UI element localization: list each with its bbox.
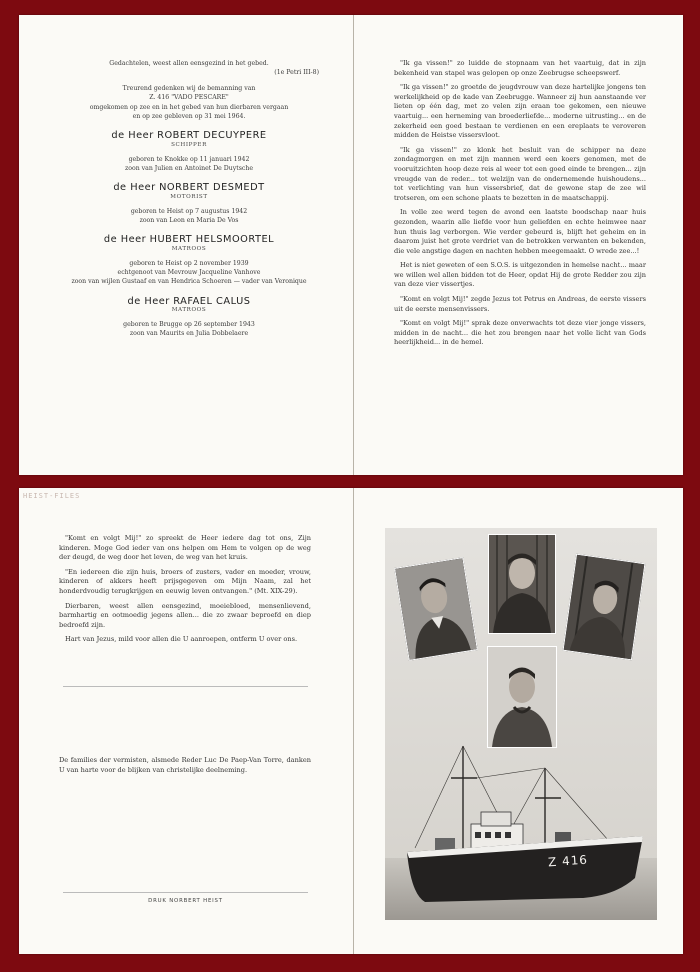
crew-parents: zoon van Maurits en Julia Dobbelaere bbox=[129, 330, 249, 338]
crew-birth: geboren te Heist op 2 november 1939 bbox=[129, 259, 249, 267]
text-paragraph: "Ik ga vissen!" zo luidde de stopnaam van het vaartuig, dat in zijn bekenheid van stapel was gelopen op onze Zeebrugse scheepswerf. bbox=[394, 59, 646, 77]
crew-birth: geboren te Brugge op 26 september 1943 bbox=[123, 321, 255, 329]
crew-title: de Heer bbox=[103, 234, 147, 246]
crew-member-1 bbox=[59, 131, 319, 173]
crew-role: MATROOS bbox=[171, 307, 207, 314]
intro-line-1: Treurend gedenken wij de bemanning van bbox=[122, 84, 256, 92]
crew-spouse: echtgenoot van Mevrouw Jacqueline Vanhove bbox=[117, 269, 261, 277]
watermark: HEIST-FILES bbox=[23, 492, 81, 500]
text-paragraph: Hart van Jezus, mild voor allen die U aanroepen, ontferm U over ons. bbox=[65, 635, 298, 644]
portrait-icon bbox=[564, 555, 645, 660]
crew-birth: geboren te Knokke op 11 januari 1942 bbox=[128, 155, 250, 163]
top-right-page bbox=[394, 59, 646, 353]
text-paragraph: "Ik ga vissen!" zo klonk het besluit van de schipper na deze zondagmorgen en met zijn mannen werd een koers genomen, met de vooruitzichten hoop deze reis al weer tot een goed einde te brengen... zijn vreugde van de reder... tot welzijn van de ondernemende huishoudens... tot verlichting van hun vissersbrief, dat de gewone stap de zee wil trotseren, om een schone plaats te bezetten in de maatschappij. bbox=[394, 145, 646, 202]
trawler-photo bbox=[385, 728, 657, 920]
crew-name: HUBERT HELSMOORTEL bbox=[149, 234, 275, 246]
closing-note bbox=[59, 756, 311, 780]
text-paragraph: In volle zee werd tegen de avond een laatste boodschap naar huis gezonden, waarin alle liefde voor hun geliefden en echte heimwee naar hun thuis lag verborgen. Wie verder gebeurd is, blijft het geheim en in daarom juist het grote verdriet van de betrokken verwanten en bekenden, die vele angstige dagen en nachten hebben meegemaakt. O wrede zee...! bbox=[394, 208, 646, 255]
crew-role: MOTORIST bbox=[170, 194, 208, 201]
crew-member-4 bbox=[59, 297, 319, 339]
crew-member-2 bbox=[59, 183, 319, 225]
closing-paragraph: De families der vermisten, alsmede Reder Luc De Paep-Van Torre, danken U van harte voor de blijken van christelijke deelneming. bbox=[59, 756, 311, 774]
intro-line-2: Z. 416 "VADO PESCARE" bbox=[149, 94, 229, 102]
text-paragraph: "Ik ga vissen!" zo groetde de jeugdvrouw van deze hartelijke jongens ten werkelijkheid op de kade van Zeebrugge. Wanneer zij hun aanstaande ver lieten op één dag, met zo velen zijn eraan toe gekomen, een nieuwe vaartuig... een herneming van broederliefde... moderne uitrusting... en de zekerheid een goed bestaan te verdienen en een ereplaats te veroveren midden de Heistse vissersvloot. bbox=[394, 83, 646, 140]
intro-line-3: omgekomen op zee en in het gebed van hun dierbaren vergaan bbox=[89, 103, 289, 111]
crew-parents: zoon van Julien en Antoinet De Duytsche bbox=[125, 165, 253, 173]
crew-role: SCHIPPER bbox=[171, 142, 207, 149]
opening-quote: Gedachtelen, weest allen eensgezind in het gebed. bbox=[109, 60, 269, 67]
divider bbox=[63, 686, 308, 687]
trawler-icon bbox=[385, 728, 657, 920]
portrait-icon bbox=[489, 535, 555, 633]
portrait-icon bbox=[395, 558, 477, 660]
crew-birth: geboren te Heist op 7 augustus 1942 bbox=[130, 207, 248, 215]
crew-name: ROBERT DECUYPERE bbox=[157, 130, 267, 142]
printer-credit: DRUK NORBERT HEIST bbox=[148, 898, 223, 904]
text-paragraph: "Komt en volgt Mij!" zo spreekt de Heer iedere dag tot ons, Zijn kinderen. Moge God ieder van ons helpen om Hem te volgen op de weg der deugd, de weg door het leven, de weg van het kruis. bbox=[59, 534, 311, 562]
bottom-fold-line bbox=[353, 488, 354, 954]
text-paragraph: "Komt en volgt Mij!" sprak deze onverwachts tot deze vier jonge vissers, midden in de nacht... die het zou brengen naar het volle licht van Gods heerlijkheid... in de hemel. bbox=[394, 319, 646, 347]
crew-title: de Heer bbox=[111, 130, 154, 142]
bottom-left-page bbox=[59, 534, 311, 650]
opening-quote-ref: (1e Petri III-8) bbox=[274, 69, 319, 77]
top-fold-line bbox=[353, 15, 354, 475]
text-paragraph: "Komt en volgt Mij!" zegde Jezus tot Petrus en Andreas, de eerste vissers uit de eerste mensenvissers. bbox=[394, 295, 646, 313]
bottom-card-spread bbox=[19, 488, 683, 954]
boat-registration: Z 416 bbox=[547, 852, 589, 870]
top-card-spread bbox=[19, 15, 683, 475]
intro-line-4: en op zee gebleven op 31 mei 1964. bbox=[132, 113, 246, 121]
text-paragraph: Dierbaren, weest allen eensgezind, moeiebloed, mensenlievend, barmhartig en ootmoedig jegens allen... die zo zwaar beproefd en diep bedroefd zijn. bbox=[59, 601, 311, 629]
crew-parents: zoon van Leon en Maria De Vos bbox=[139, 217, 239, 225]
divider bbox=[63, 892, 308, 893]
crew-parents: zoon van wijlen Gustaaf en van Hendrica Schoeren — vader van Veronique bbox=[71, 278, 307, 286]
text-paragraph: "En iedereen die zijn huis, broers of zusters, vader en moeder, vrouw, kinderen of akkers heeft prijsgegeven om Mijn Naam, zal het honderdvoudig terugkrijgen en eeuwig leven ontvangen." (Mt. XIX-29). bbox=[59, 567, 311, 595]
crew-member-3 bbox=[59, 235, 319, 286]
portrait-photo-3 bbox=[563, 554, 646, 661]
crew-title: de Heer bbox=[127, 295, 170, 307]
crew-name: NORBERT DESMEDT bbox=[159, 182, 265, 194]
top-left-page bbox=[59, 59, 319, 339]
portrait-photo-1 bbox=[394, 557, 478, 661]
text-paragraph: Het is niet geweten of een S.O.S. is uitgezonden in hemelse nacht... maar we willen wel allen bidden tot de Heer, opdat Hij de grote Redder zou zijn van deze vier vissertjes. bbox=[394, 261, 646, 289]
crew-name: RAFAEL CALUS bbox=[173, 295, 251, 307]
photo-collage bbox=[385, 528, 657, 920]
crew-title: de Heer bbox=[113, 182, 156, 194]
portrait-photo-2 bbox=[488, 534, 556, 634]
crew-role: MATROOS bbox=[171, 246, 207, 253]
